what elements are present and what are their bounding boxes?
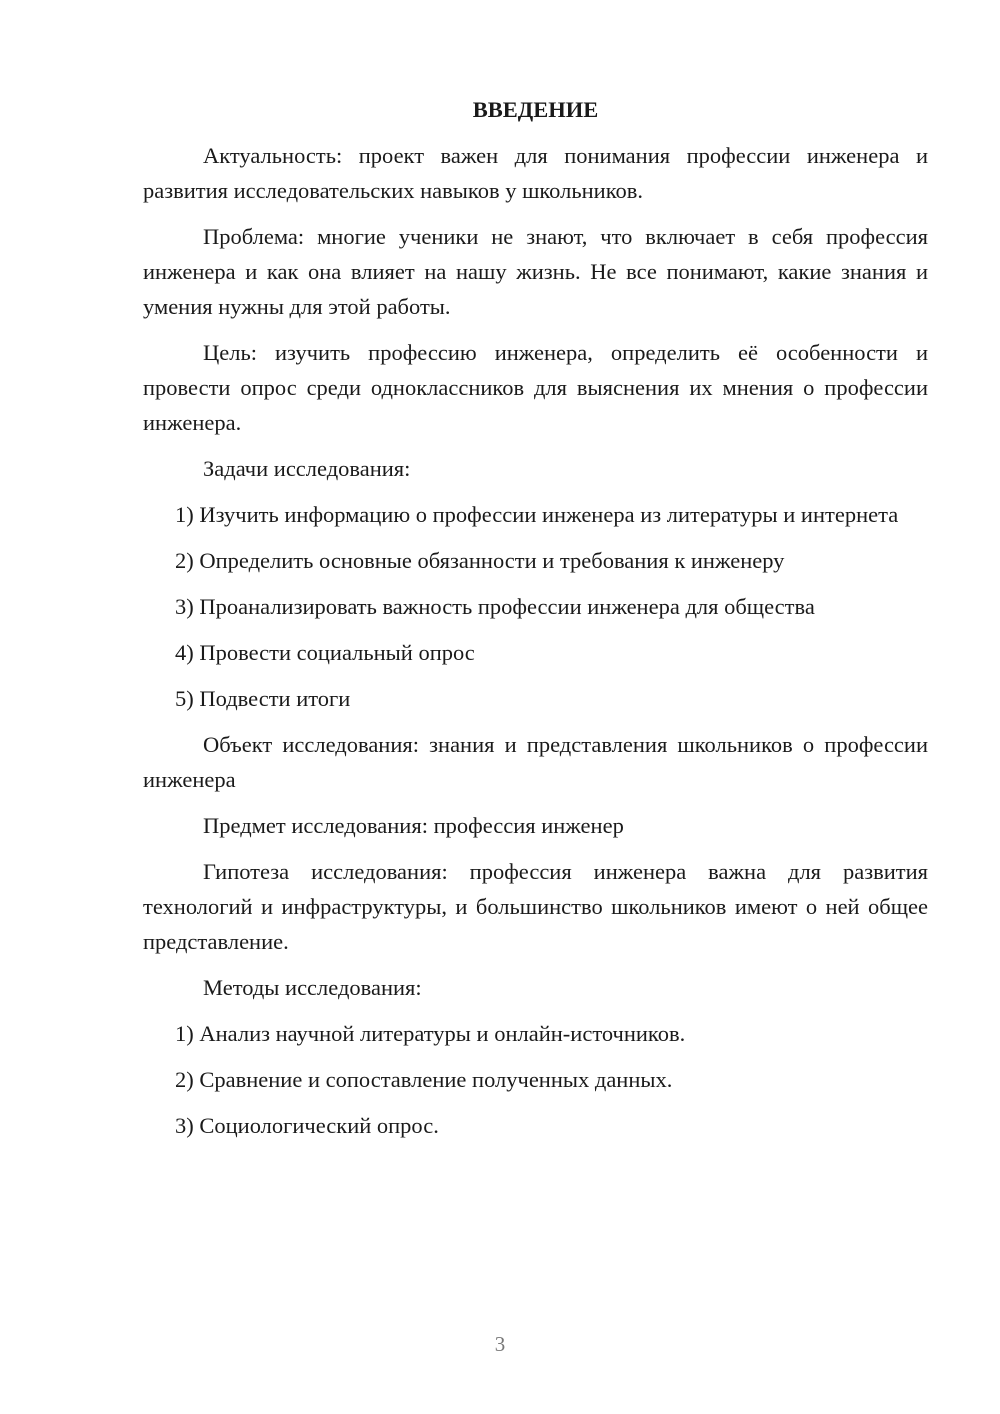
- task-item: 4) Провести социальный опрос: [175, 640, 475, 665]
- tasks-heading: Задачи исследования:: [203, 456, 411, 481]
- page-number: 3: [494, 1332, 506, 1356]
- section-title: ВВЕДЕНИЕ: [472, 97, 599, 122]
- methods-heading: Методы исследования:: [203, 975, 422, 1000]
- subject-paragraph: Предмет исследования: профессия инженер: [203, 813, 624, 838]
- task-item: 3) Проанализировать важность профессии инженера для общества: [175, 594, 815, 619]
- method-item: 1) Анализ научной литературы и онлайн-источников.: [175, 1021, 686, 1046]
- goal-paragraph: Цель: изучить профессию инженера, определить её особенности и провести опрос среди одноклассников для выяснения их мнения о профессии инженера.: [143, 340, 928, 435]
- task-item: 5) Подвести итоги: [175, 686, 351, 711]
- problem-paragraph: Проблема: многие ученики не знают, что включает в себя профессия инженера и как она влияет на нашу жизнь. Не все понимают, какие знания и умения нужны для этой работы.: [143, 224, 928, 319]
- object-paragraph: Объект исследования: знания и представления школьников о профессии инженера: [143, 732, 928, 792]
- actuality-paragraph: Актуальность: проект важен для понимания профессии инженера и развития исследовательских навыков у школьников.: [143, 143, 928, 203]
- document-page: [143, 92, 928, 1154]
- method-item: 3) Социологический опрос.: [175, 1113, 439, 1138]
- task-item: 1) Изучить информацию о профессии инженера из литературы и интернета: [175, 502, 899, 527]
- hypothesis-paragraph: Гипотеза исследования: профессия инженера важна для развития технологий и инфраструктуры, и большинство школьников имеют о ней общее представление.: [143, 859, 928, 954]
- method-item: 2) Сравнение и сопоставление полученных данных.: [175, 1067, 673, 1092]
- task-item: 2) Определить основные обязанности и требования к инженеру: [175, 548, 785, 573]
